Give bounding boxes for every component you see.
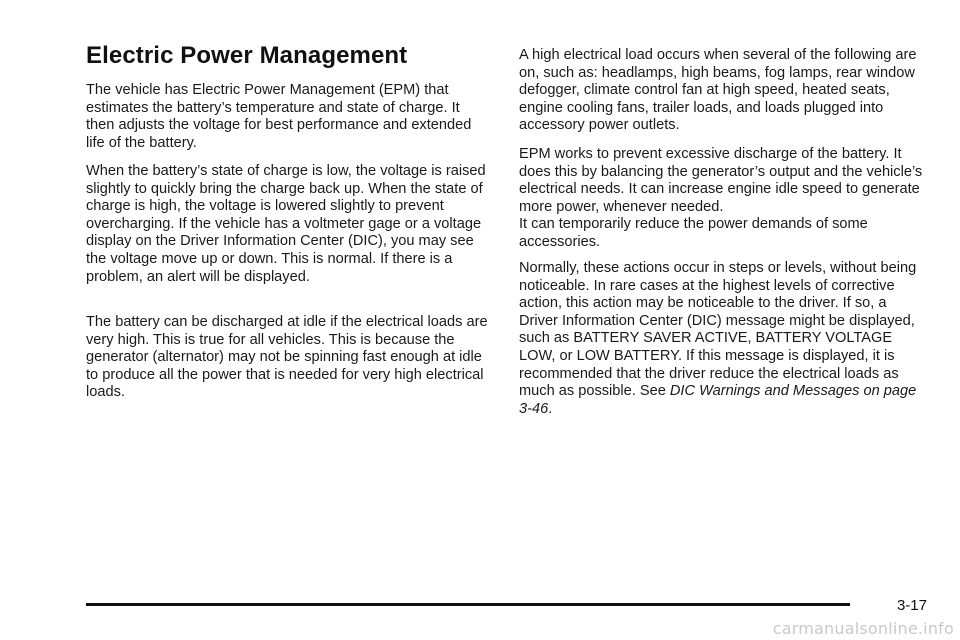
paragraph-idle-discharge: The battery can be discharged at idle if the electrical loads are very high. This is true for all vehicles. This is because the generator (alternator) may not be spinning fast enough at idle to produce all the power that is needed for very high electrical loads. <box>86 314 488 401</box>
paragraph-normally <box>519 260 929 418</box>
paragraph-epm-intro: The vehicle has Electric Power Management (EPM) that estimates the battery’s temperature and state of charge. It then adjusts the voltage for best performance and extended life of the battery. <box>86 82 472 151</box>
paragraph-high-load: A high electrical load occurs when several of the following are on, such as: headlamps, high beams, fog lamps, rear window defogger, climate control fan at high speed, heated seats, engine cooling fans, trailer loads, and loads plugged into accessory power outlets. <box>519 47 917 134</box>
paragraph-epm-works <box>519 146 929 252</box>
paragraph-normally-text: Normally, these actions occur in steps or levels, without being noticeable. In rare cases at the highest levels of corrective action, this action may be noticeable to the driver. If so, a Driver Information Center (DIC) message might be displayed, such as BATTERY SAVER ACTIVE, BATTERY VOLTAGE LOW, or LOW BATTERY. If this message is displayed, it is recommended that the driver reduce the electrical loads as much as possible. See <box>519 260 917 400</box>
dic-warnings-link[interactable]: DIC Warnings and Messages on page 3-46 <box>519 383 917 417</box>
page-number: 3-17 <box>896 597 927 614</box>
paragraph-epm-works-reduce: It can temporarily reduce the power demands of some accessories. <box>519 216 868 250</box>
paragraph-charge-voltage: When the battery’s state of charge is low, the voltage is raised slightly to quickly bring the charge back up. When the state of charge is high, the voltage is lowered slightly to prevent overcharging. If the vehicle has a voltmeter gage or a voltage display on the Driver Information Center (DIC), you may see the voltage move up or down. This is normal. If there is a problem, an alert will be displayed. <box>86 163 486 285</box>
page-title: Electric Power Management <box>86 42 408 69</box>
footer-rule <box>86 603 850 606</box>
paragraph-epm-works-main: EPM works to prevent excessive discharge of the battery. It does this by balancing the generator’s output and the vehicle’s electrical needs. It can increase engine idle speed to generate more power, whenever needed. <box>519 146 923 215</box>
watermark: carmanualsonline.info <box>772 619 954 638</box>
paragraph-normally-end: . <box>548 400 553 417</box>
